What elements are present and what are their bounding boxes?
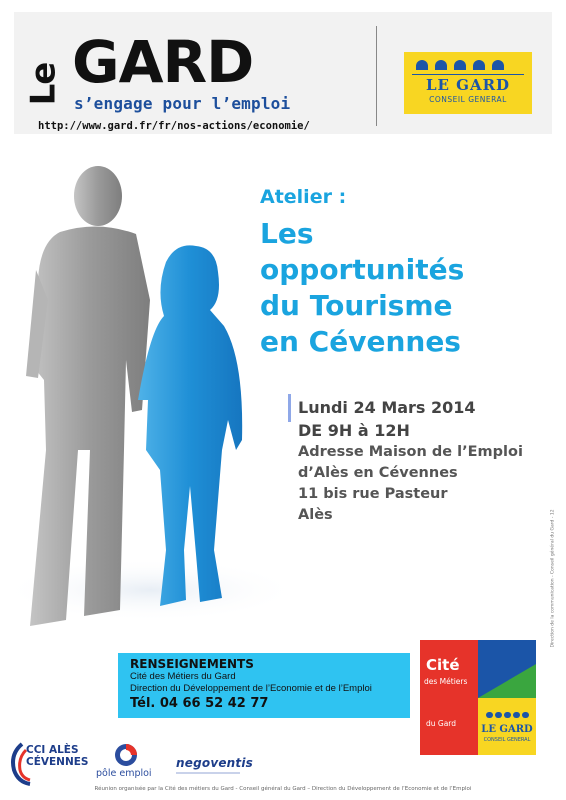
pole-emploi-text: pôle emploi [96, 768, 152, 779]
title-line-2: opportunités [260, 253, 465, 286]
contact-phone[interactable]: Tél. 04 66 52 42 77 [130, 696, 269, 711]
cite-des-metiers-word: des Métiers [424, 677, 468, 686]
people-silhouettes-illustration [0, 150, 300, 640]
contact-title: RENSEIGNEMENTS [130, 657, 254, 671]
title-line-3: du Tourisme [260, 289, 453, 322]
negoventis-underline [176, 772, 240, 774]
contact-box [118, 653, 410, 718]
cite-cg-name: LE GARD [481, 724, 533, 735]
header-divider [376, 26, 377, 126]
cci-text [26, 744, 89, 768]
footer-text: Réunion organisée par la Cité des métiers du Gard - Conseil général du Gard – Direction du Développement de l’Economie et de l’Emploi [94, 786, 472, 792]
event-address-2: d’Alès en Cévennes [298, 465, 458, 481]
negoventis-logo: negoventis [176, 756, 254, 770]
logo-dots-icon [416, 60, 504, 70]
event-address-3: 11 bis rue Pasteur [298, 486, 448, 502]
title-line-1: Les [260, 217, 314, 250]
logo-sub: CONSEIL GENERAL [429, 95, 507, 104]
atelier-label: Atelier : [260, 186, 347, 208]
cite-word: Cité [426, 656, 460, 674]
info-accent-bar [288, 394, 291, 422]
pole-emploi-icon [114, 743, 138, 767]
website-url[interactable]: http://www.gard.fr/fr/nos-actions/economie/ [38, 120, 310, 132]
side-credit [546, 509, 556, 650]
cci-line-1: CCI ALÈS [26, 744, 79, 756]
event-date: Lundi 24 Mars 2014 [298, 398, 476, 417]
le-word [23, 42, 70, 122]
grey-man-silhouette [26, 166, 150, 626]
cite-cg-sub: CONSEIL GENERAL [483, 737, 531, 743]
cci-line-2: CÉVENNES [26, 756, 89, 768]
title-line-4: en Cévennes [260, 325, 461, 358]
gard-word: GARD [72, 28, 254, 96]
event-address-1: Adresse Maison de l’Emploi [298, 444, 523, 460]
logo-name: LE GARD [425, 76, 511, 94]
tagline: s’engage pour l’emploi [74, 94, 291, 113]
event-time: DE 9H à 12H [298, 421, 410, 440]
side-credit-text: Direction de la communication - Conseil général du Gard - 12 [550, 509, 556, 648]
event-address-4: Alès [298, 507, 333, 523]
contact-line-2: Direction du Développement de l’Economie et de l’Emploi [130, 683, 372, 694]
header-banner [14, 12, 552, 134]
contact-line-1: Cité des Métiers du Gard [130, 671, 236, 682]
cite-des-metiers-logo [420, 640, 536, 755]
conseil-general-logo [404, 52, 532, 114]
cite-du-gard-word: du Gard [426, 719, 457, 728]
le-text: Le [23, 62, 64, 106]
blue-woman-silhouette [138, 245, 242, 606]
